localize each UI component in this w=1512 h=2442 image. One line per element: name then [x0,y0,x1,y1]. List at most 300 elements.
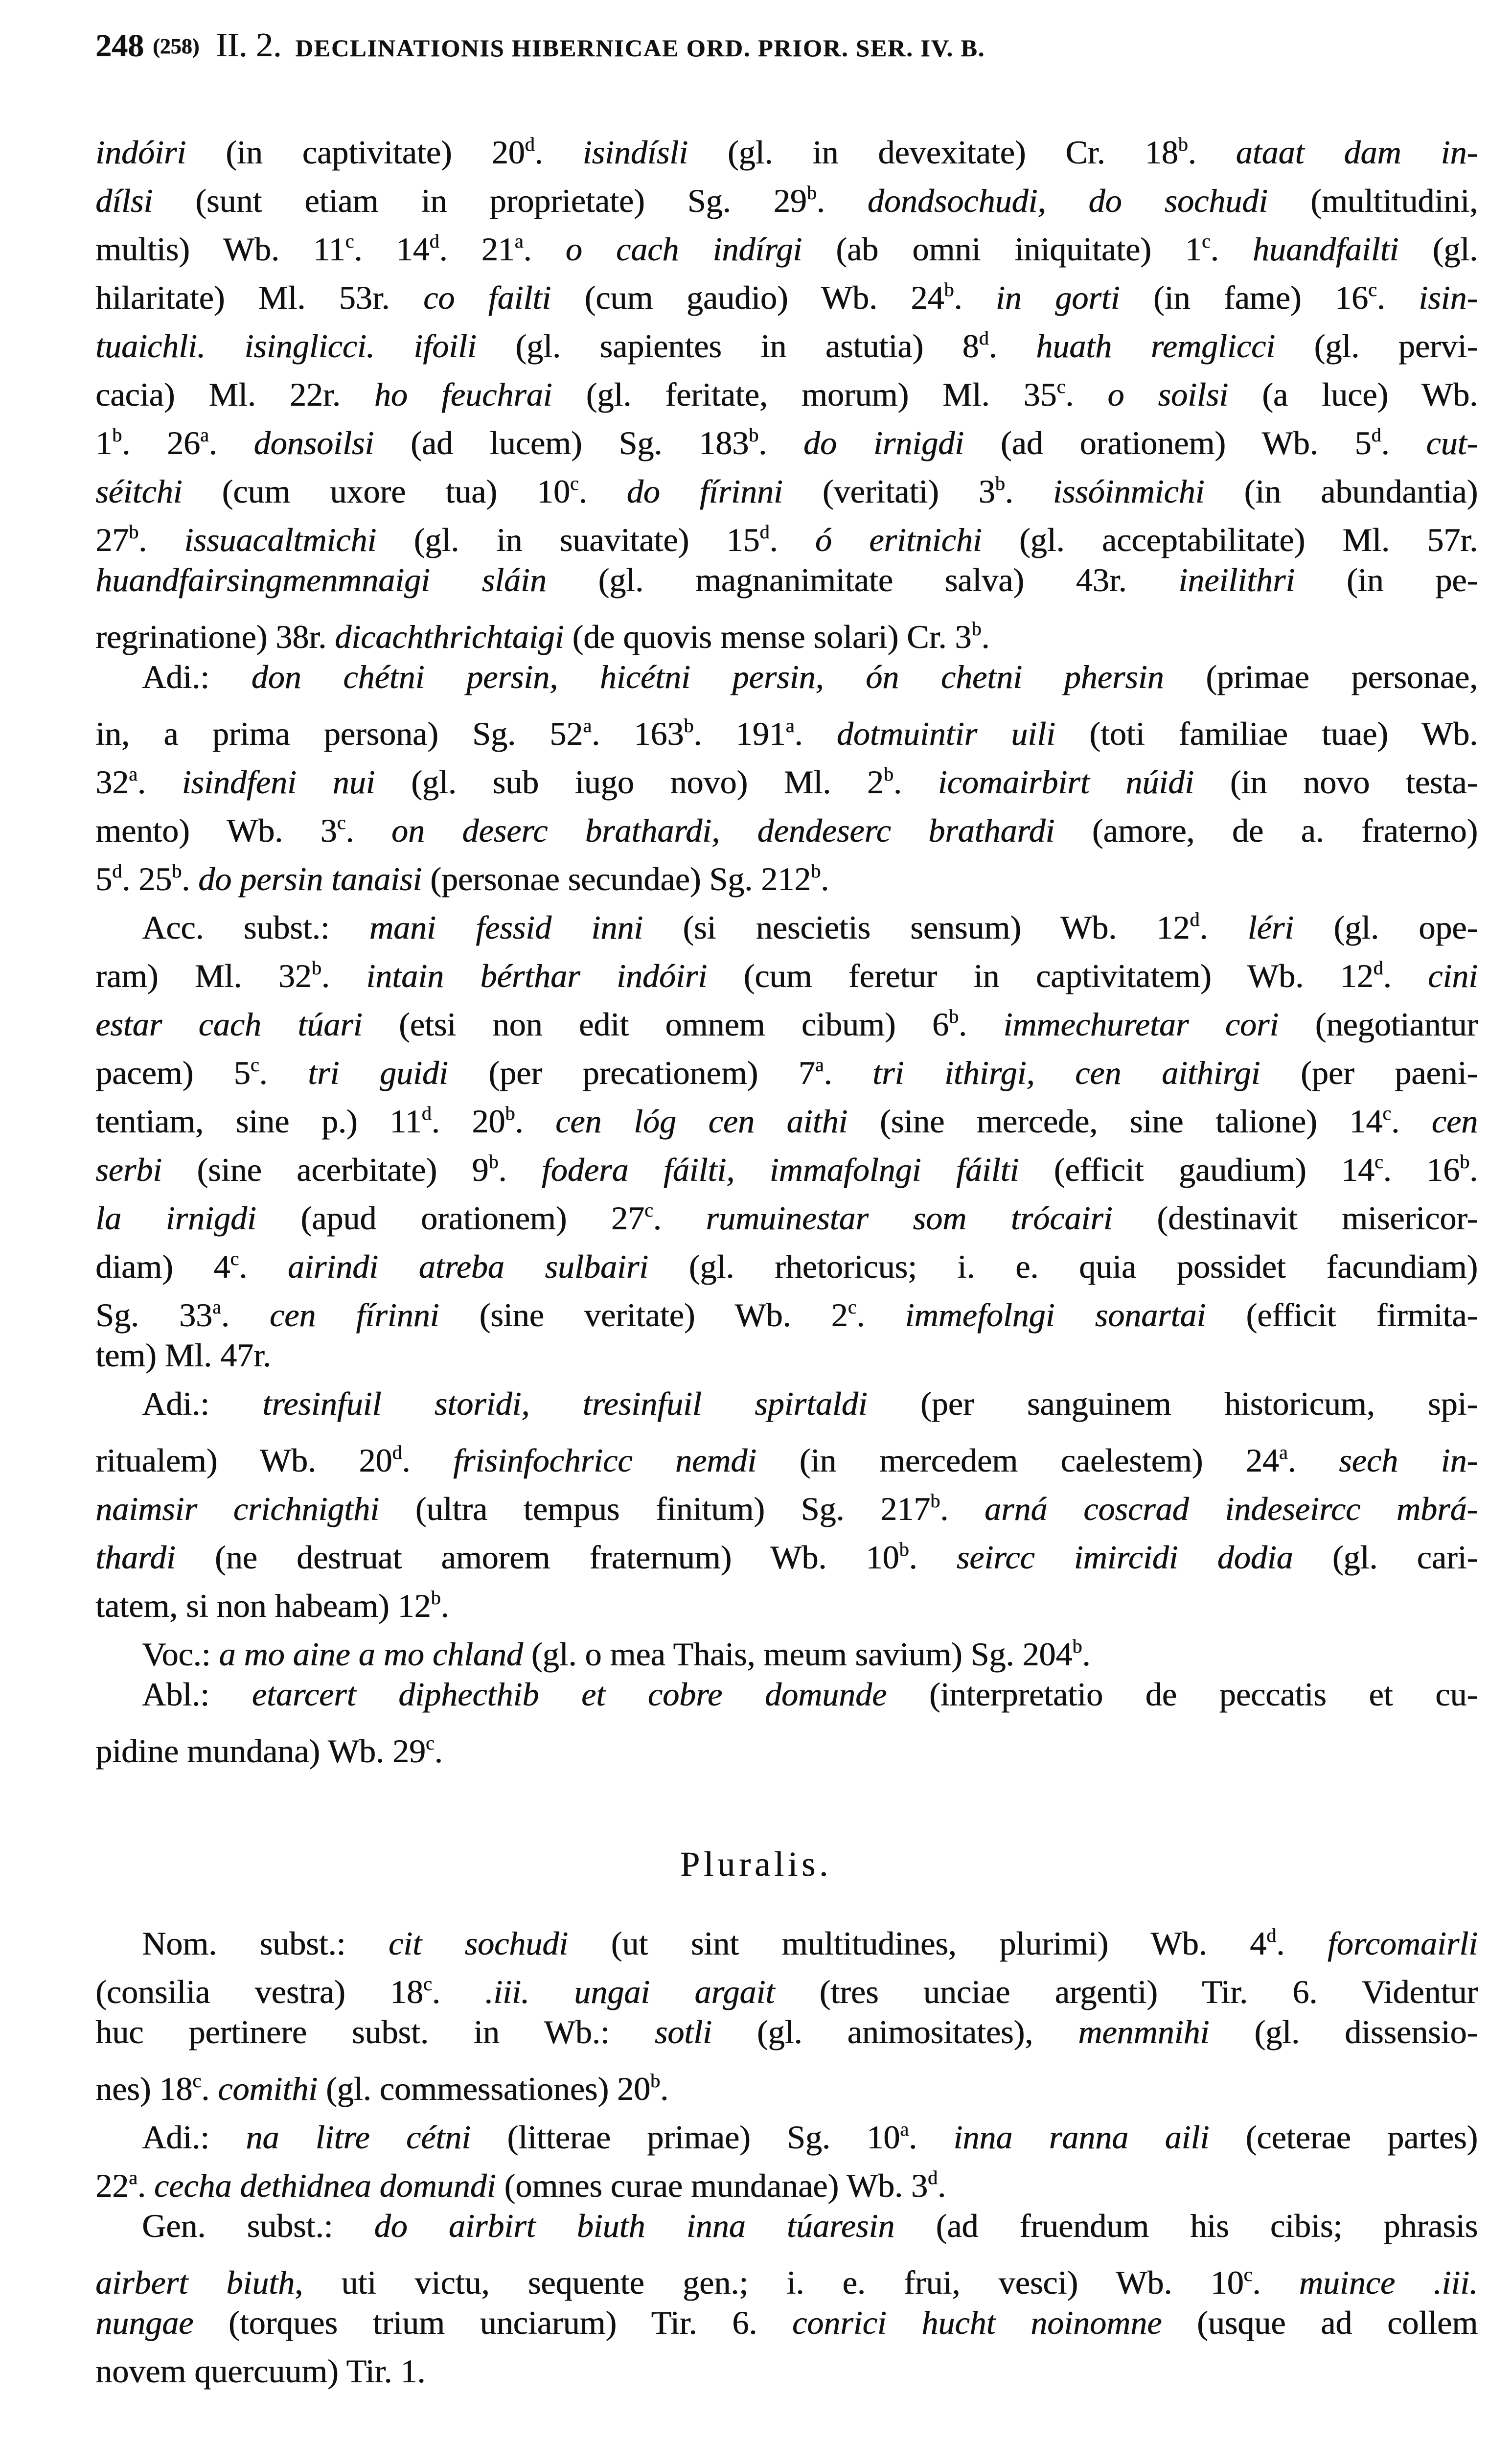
latin-text: . [958,1006,1004,1043]
latin-text: . 25 [122,860,172,898]
text-line [95,2008,1478,2056]
latin-text: (ceterae partes) [1209,2119,1478,2156]
plural-section [95,1911,1478,2396]
irish-term: in gorti [995,279,1120,316]
latin-text: . [201,2070,218,2107]
text-line [95,1380,1478,1428]
latin-text: . [954,279,996,316]
irish-term: séitchi [95,473,183,510]
latin-text: . 21 [439,230,515,268]
irish-term: conrici hucht noinomne [792,2304,1162,2341]
folio-superscript: b [488,1151,499,1173]
latin-text: . 191 [693,715,786,752]
latin-text: . [515,1103,555,1140]
irish-term: do fírinni [626,473,783,510]
folio-superscript: d [979,327,989,349]
latin-text: 32 [95,763,129,801]
latin-text: (sine acerbitate) 9 [162,1151,489,1188]
folio-superscript: b [311,957,321,979]
text-line [95,507,1478,556]
latin-text: (per paeni- [1260,1054,1478,1091]
text-line [95,653,1478,701]
text-line [95,701,1478,750]
folio-superscript: b [899,1538,909,1560]
folio-superscript: d [392,1441,402,1463]
folio-superscript: b [749,424,759,446]
irish-term: immefolngi sonartai [905,1296,1206,1334]
folio-superscript: c [250,1054,259,1076]
folio-superscript: b [172,860,182,882]
latin-text: (in fame) 16 [1120,279,1368,316]
latin-text: (a luce) Wb. [1228,376,1478,413]
irish-term: do airbirt biuth inna túaresin [374,2207,895,2244]
folio-superscript: a [212,1296,221,1318]
irish-term: inna ranna aili [953,2119,1210,2156]
latin-text: (ab omni iniquitate) 1 [802,230,1202,268]
section-number: II. 2. [216,26,282,64]
text-line [95,1670,1478,1719]
irish-term: etarcert diphecthib et cobre domunde [252,1676,887,1713]
irish-term: tuaichli. isinglicci. ifoili [95,327,477,365]
folio-superscript: a [129,763,137,785]
irish-term: o soilsi [1107,376,1229,413]
folio-superscript: b [129,521,138,543]
text-line [95,1428,1478,1479]
folio-superscript: c [1368,278,1377,300]
text-line [95,1959,1478,2008]
irish-term: intain bérthar indóiri [366,957,708,994]
irish-term: léri [1247,909,1294,946]
folio-superscript: b [1460,1151,1470,1173]
latin-text: . [1210,230,1253,268]
irish-term: tri guidi [308,1054,448,1091]
latin-text: Acc. subst.: [142,909,369,946]
irish-term: isindísli [582,134,688,171]
latin-text: . [893,763,938,801]
text-line [95,1186,1478,1237]
irish-term: cen fírinni [269,1296,439,1334]
irish-term: immechuretar cori [1003,1006,1279,1043]
folio-superscript: c [337,811,346,833]
latin-text: . 20 [431,1103,505,1140]
latin-text: (veritati) 3 [782,473,995,510]
text-line [95,1040,1478,1089]
latin-text: (primae personae, [1164,658,1478,695]
irish-term: do irnigdi [803,424,964,461]
latin-text: huc pertinere subst. in Wb.: [95,2013,655,2050]
latin-text: . [1252,2264,1299,2301]
irish-term: dílsi [95,182,153,219]
text-line [95,217,1478,268]
latin-text: . [402,1442,453,1479]
irish-term: cit sochudi [388,1925,568,1962]
latin-text: mento) Wb. 3 [95,812,337,849]
latin-text: . [137,763,182,801]
latin-text: . [794,715,837,752]
text-line [95,847,1478,898]
irish-term: donsoilsi [253,424,374,461]
folio-superscript: a [129,2166,137,2189]
latin-text: (sunt etiam in proprietate) Sg. 29 [153,182,807,219]
folio-superscript: a [1279,1441,1288,1463]
latin-text: . [1287,1442,1339,1479]
latin-text: . [1469,1151,1478,1188]
latin-text: (gl. acceptabilitate) Ml. 57r. [982,521,1478,558]
text-line [95,265,1478,314]
text-line [95,362,1478,411]
text-line [95,992,1478,1043]
latin-text: . 14 [354,230,430,268]
latin-text: (in mercedem caelestem) 24 [756,1442,1279,1479]
text-line [95,2299,1478,2347]
text-line [95,1137,1478,1186]
folio-superscript: d [1190,908,1200,930]
irish-term: isindfeni nui [182,763,375,801]
latin-text: multis) Wb. 11 [95,230,345,268]
folio-superscript: c [345,230,354,252]
folio-superscript: c [570,472,579,494]
latin-text: (si nescietis sensum) Wb. 12 [643,909,1190,946]
latin-text: (gl. dissensio- [1209,2013,1478,2050]
folio-superscript: c [423,1973,432,1995]
folio-superscript: d [1266,1924,1277,1946]
text-line [95,2202,1478,2250]
irish-term: naimsir crichnigthi [95,1490,379,1527]
folio-superscript: b [806,182,817,204]
folio-superscript: d [927,2166,938,2189]
folio-superscript: b [944,278,954,300]
latin-text: (etsi non edit omnem cibum) 6 [362,1006,949,1043]
latin-text: (gl. animositates), [711,2013,1078,2050]
latin-text: 5 [95,860,112,898]
latin-text: Adi.: [142,1385,263,1422]
running-title: DECLINATIONIS HIBERNICAE ORD. PRIOR. SER. IV. B. [295,34,985,62]
text-line [95,556,1478,604]
text-line [95,1911,1478,1962]
latin-text: . [1376,279,1419,316]
folio-superscript: c [1374,1151,1383,1173]
latin-text: in, a prima persona) Sg. 52 [95,715,583,752]
pluralis-heading: Pluralis. [680,1844,832,1884]
latin-text: tem) Ml. 47r. [95,1336,271,1374]
latin-text: (apud orationem) 27 [256,1199,644,1237]
folio-superscript: d [421,1102,432,1124]
irish-term: serbi [95,1151,162,1188]
latin-text: (in pe- [1295,561,1478,599]
latin-text: (destinavit misericor- [1112,1199,1478,1237]
latin-text: hilaritate) Ml. 53r. [95,279,423,316]
irish-term: indóiri [95,134,186,171]
latin-text: ram) Ml. 32 [95,957,312,994]
irish-term: mani fessid inni [369,909,643,946]
text-line [95,2153,1478,2202]
folio-superscript: c [1243,2263,1253,2285]
latin-text: (gl. ope- [1294,909,1478,946]
latin-text: (gl. rhetoricus; i. e. quia possidet facundiam) [648,1248,1478,1285]
text-line [95,1525,1478,1576]
latin-text: (de quovis mense solari) Cr. 3 [564,618,972,655]
singular-section [95,120,1478,1770]
latin-text: tatem, si non habeam) 12 [95,1587,431,1624]
folio-superscript: a [815,1054,824,1076]
folio-superscript: b [930,1490,940,1512]
irish-term: cen lóg cen aithi [555,1103,848,1140]
irish-term: muince .iii. [1299,2264,1478,2301]
latin-text: . [824,1054,873,1091]
latin-text: (gl. commessationes) 20 [318,2070,650,2107]
text-line [95,750,1478,801]
irish-term: estar cach túari [95,1006,363,1043]
text-line [95,798,1478,847]
irish-term: o cach indírgi [565,230,802,268]
folio-superscript: a [514,230,524,252]
latin-text: . [1082,1636,1091,1673]
text-line [95,895,1478,944]
running-header [95,23,1478,70]
text-line [95,2105,1478,2156]
latin-text: . [523,230,566,268]
latin-text: (in abundantia) [1204,473,1478,510]
latin-text: (gl. o mea Thais, meum savium) Sg. 204 [523,1636,1073,1673]
latin-text: diam) 4 [95,1248,230,1285]
latin-text: Abl.: [142,1676,252,1713]
text-line [95,1331,1478,1380]
latin-text: . [498,1151,542,1188]
irish-term: sech in- [1339,1442,1478,1479]
latin-text: Nom. subst.: [142,1925,389,1962]
folio-superscript: b [811,860,821,882]
latin-text: . [440,1587,449,1624]
irish-term: huandfailti [1252,230,1399,268]
latin-text: (gl. sub iugo novo) Ml. 2 [375,763,884,801]
irish-term: comithi [218,2070,318,2107]
latin-text: Gen. subst.: [142,2207,374,2244]
folio-superscript: c [192,2070,202,2092]
latin-text: (sine mercede, sine talione) 14 [848,1103,1383,1140]
text-line [95,1283,1478,1334]
irish-term: arná coscrad indeseircc mbrá- [984,1490,1478,1527]
latin-text: . 163 [591,715,684,752]
latin-text: (in novo testa- [1193,763,1478,801]
latin-text: (gl. [1398,230,1478,268]
latin-text: . 26 [122,424,200,461]
folio-superscript: d [112,860,122,882]
irish-term: menmnihi [1078,2013,1210,2050]
text-line [95,944,1478,992]
latin-text: (tres unciae argenti) Tir. 6. Videntur [775,1973,1478,2010]
latin-text: (toti familiae tuae) Wb. [1055,715,1478,752]
folio-superscript: b [995,472,1005,494]
irish-term: la irnigdi [95,1199,256,1237]
text-line [95,1573,1478,1622]
latin-text: (interpretatio de peccatis et cu- [887,1676,1478,1713]
latin-text: novem quercuum) Tir. 1. [95,2352,426,2390]
irish-term: icomairbirt núidi [938,763,1194,801]
latin-text: . [821,860,829,898]
folio-superscript: c [644,1199,653,1221]
folio-superscript: b [948,1005,959,1027]
latin-text: (gl. sapientes in astutia) 8 [476,327,979,365]
irish-term: cini [1428,957,1478,994]
folio-superscript: c [1056,375,1066,397]
irish-term: tresinfuil storidi, tresinfuil spirtaldi [262,1385,868,1422]
folio-superscript: a [583,714,592,737]
latin-text: (gl. feritate, morum) Ml. 35 [552,376,1057,413]
text-line [95,604,1478,653]
latin-text: . [221,1296,270,1334]
latin-text: (ad fruendum his cibis; phrasis [894,2207,1478,2244]
irish-term: airbert biuth [95,2264,295,2301]
latin-text: (efficit gaudium) 14 [1019,1151,1375,1188]
latin-text: tentiam, sine p.) 11 [95,1103,422,1140]
latin-text: (ad orationem) Wb. 5 [963,424,1372,461]
folio-superscript: a [785,714,795,737]
latin-text: 27 [95,521,129,558]
latin-text: Adi.: [142,658,252,695]
latin-text: (amore, de a. fraterno) [1054,812,1478,849]
text-line [95,1234,1478,1283]
latin-text: . [981,618,990,655]
latin-text: (efficit firmita- [1206,1296,1478,1334]
latin-text: . [534,134,583,171]
latin-text: regrinatione) 38r. [95,618,335,655]
latin-text: . [769,521,815,558]
folio-superscript: b [650,2070,660,2092]
folio-superscript: d [429,230,439,252]
latin-text: (multitudini, [1268,182,1478,219]
irish-term: co failti [423,279,551,316]
folio-superscript: b [505,1102,515,1124]
latin-text: . 16 [1383,1151,1460,1188]
original-page-number: (258) [153,34,200,58]
text-line [95,2056,1478,2105]
irish-term: tri ithirgi, cen aithirgi [872,1054,1260,1091]
folio-superscript: c [230,1247,239,1269]
latin-text: ritualem) Wb. 20 [95,1442,392,1479]
latin-text: . [1005,473,1053,510]
text-line [95,168,1478,217]
latin-text: . [758,424,803,461]
irish-term: huath remglicci [1036,327,1275,365]
folio-superscript: b [883,763,893,785]
latin-text: (personae secundae) Sg. 212 [422,860,811,898]
folio-superscript: d [525,133,535,155]
latin-text: (ultra tempus finitum) Sg. 217 [379,1490,931,1527]
latin-text: . [578,473,627,510]
latin-text: . [908,2119,954,2156]
latin-text: . [259,1054,308,1091]
irish-term: don chétni persin, hicétni persin, ón chetni phersin [251,658,1164,695]
irish-term: ho feuchrai [374,376,552,413]
latin-text: (cum feretur in captivitatem) Wb. 12 [707,957,1374,994]
folio-superscript: b [1178,133,1188,155]
irish-term: cen [1431,1103,1478,1140]
latin-text: (gl. in suavitate) 15 [376,521,760,558]
irish-term: ataat dam in- [1236,134,1478,171]
latin-text: . [208,424,254,461]
latin-text: (ut sint multitudines, plurimi) Wb. 4 [568,1925,1267,1962]
latin-text: (ad lucem) Sg. 183 [374,424,749,461]
latin-text: (cum uxore tua) 10 [182,473,570,510]
irish-term: frisinfochricc nemdi [453,1442,757,1479]
latin-text: (usque ad collem [1162,2304,1478,2341]
latin-text: (torques trium unciarum) Tir. 6. [193,2304,792,2341]
text-line [95,2250,1478,2299]
irish-term: dotmuintir uili [836,715,1055,752]
irish-term: a mo aine a mo chland [219,1636,523,1673]
folio-superscript: d [1373,957,1383,979]
irish-term: seircc imircidi dodia [956,1539,1293,1576]
latin-text: . [660,2070,668,2107]
irish-term: forcomairli [1327,1925,1478,1962]
latin-text: cacia) Ml. 22r. [95,376,374,413]
latin-text: (gl. in devexitate) Cr. 18 [687,134,1178,171]
irish-term: sotli [654,2013,712,2050]
latin-text: . [856,1296,905,1334]
latin-text: . [909,1539,957,1576]
irish-term: thardi [95,1539,176,1576]
text-line [95,459,1478,510]
latin-text: . [988,327,1036,365]
text-line [95,411,1478,459]
latin-text: . [816,182,868,219]
folio-superscript: b [112,424,122,446]
irish-term: dicachthrichtaigi [335,618,564,655]
irish-term: rumuinestar som trócairi [706,1199,1113,1237]
irish-term: .iii. ungai argait [485,1973,775,2010]
latin-text: (in captivitate) 20 [186,134,525,171]
latin-text: , uti victu, sequente gen.; i. e. frui, vesci) Wb. 10 [295,2264,1244,2301]
latin-text: (cum gaudio) Wb. 24 [551,279,944,316]
text-line [95,1476,1478,1525]
text-line [95,1622,1478,1673]
latin-text: pacem) 5 [95,1054,251,1091]
folio-superscript: c [1201,230,1211,252]
latin-text: . [321,957,367,994]
latin-text: (per precationem) 7 [448,1054,815,1091]
latin-text: (omnes curae mundanae) Wb. 3 [496,2167,928,2204]
latin-text: (consilia vestra) 18 [95,1973,423,2010]
folio-superscript: a [200,424,209,446]
latin-text: nes) 18 [95,2070,193,2107]
irish-term: issuacaltmichi [184,521,377,558]
latin-text: . [1065,376,1108,413]
irish-term: huandfairsingmenmnaigi sláin [95,561,547,599]
latin-text: . [1391,1103,1432,1140]
latin-text: . [653,1199,706,1237]
irish-term: isin- [1419,279,1478,316]
folio-superscript: b [431,1587,441,1609]
latin-text: 22 [95,2167,129,2204]
latin-text: . [137,2167,154,2204]
latin-text: (gl. magnanimitate salva) 43r. [546,561,1179,599]
irish-term: nungae [95,2304,194,2341]
latin-text: . [1199,909,1248,946]
irish-term: cut- [1426,424,1478,461]
latin-text: (gl. pervi- [1275,327,1478,365]
irish-term: airindi atreba sulbairi [287,1248,648,1285]
latin-text: 1 [95,424,112,461]
latin-text: . [434,1732,443,1770]
irish-term: issóinmichi [1053,473,1205,510]
folio-superscript: a [900,2118,909,2140]
latin-text: Voc.: [142,1636,219,1673]
latin-text: (ne destruat amorem fraternum) Wb. 10 [175,1539,899,1576]
text-line [95,314,1478,365]
text-line [95,120,1478,171]
latin-text: . [1381,424,1426,461]
latin-text: Sg. 33 [95,1296,212,1334]
